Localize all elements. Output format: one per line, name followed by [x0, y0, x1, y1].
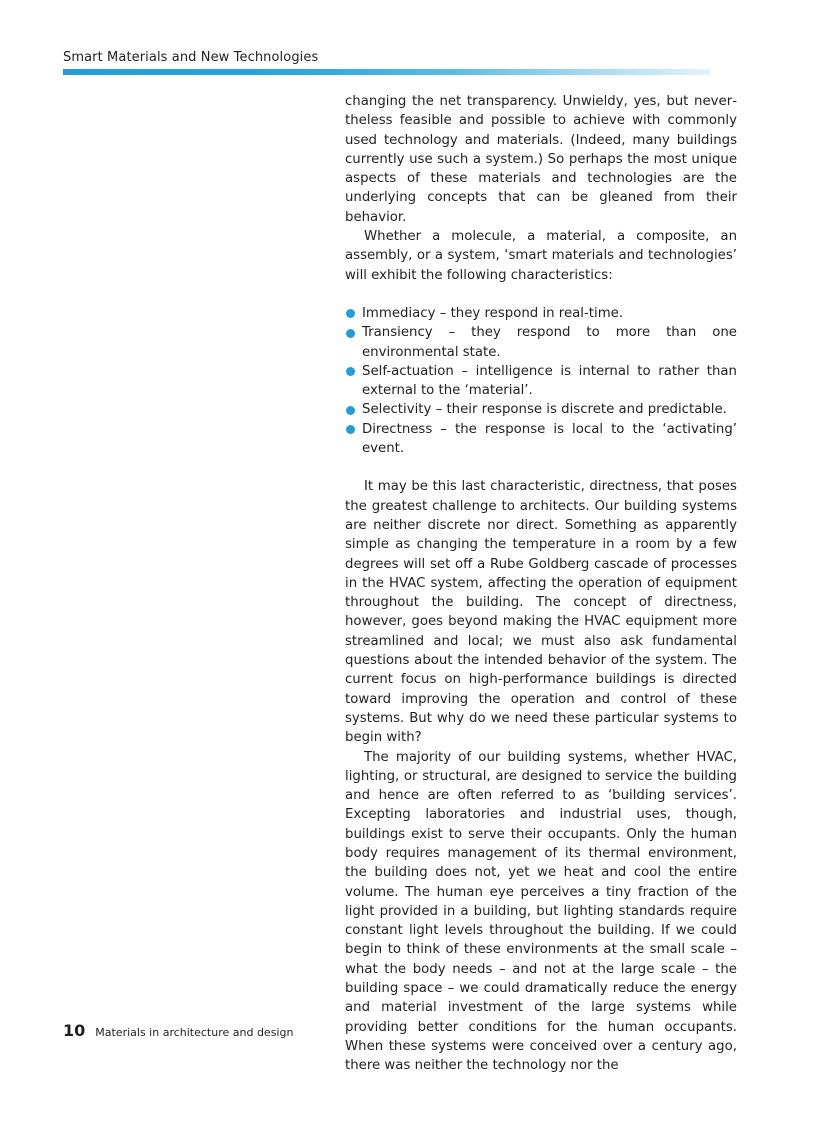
bullet-dot-icon [346, 425, 355, 434]
list-item-text: Transiency – they respond to more than one environmental state. [362, 325, 737, 360]
characteristics-list [345, 304, 737, 458]
bullet-dot-icon [346, 309, 355, 318]
list-item [345, 304, 737, 323]
paragraph-1: changing the net transparency. Unwieldy, yes, but nevertheless feasible and possible to achieve with commonly used technology and materials. (Indeed, many buildings currently use such a system.) So perhaps the most unique aspects of these materials and technologies are the underlying concepts that can be gleaned from their behavior. [345, 94, 737, 225]
running-head: Smart Materials and New Technologies [63, 50, 319, 65]
paragraph-4: The majority of our building systems, whether HVAC, lighting, or structural, are designed to service the building and hence are often referred to as ‘building services’. Excepting laboratories and industrial uses, though, buildings exist to serve their occupants. Only the human body requires management of its thermal environment, the building does not, yet we heat and cool the entire volume. The human eye perceives a tiny fraction of the light provided in a building, but lighting standards require constant light levels throughout the building. If we could begin to think of these environments at the small scale – what the body needs – and not at the large scale – the building space – we could dramatically reduce the energy and material investment of the large systems while providing better conditions for the human occupants. When these systems were conceived over a century ago, there was neither the technology nor the [345, 749, 737, 1074]
list-item-text: Immediacy – they respond in real-time. [362, 305, 624, 321]
list-item [345, 362, 737, 401]
bullet-dot-icon [346, 329, 355, 338]
body-column [345, 92, 737, 1076]
list-item [345, 323, 737, 362]
list-item-text: Selectivity – their response is discrete and predictable. [362, 402, 727, 418]
bullet-dot-icon [346, 367, 355, 376]
paragraph-3: It may be this last characteristic, directness, that poses the greatest challenge to architects. Our building systems are neither discrete nor direct. Something as apparently simple as changing the temperature in a room by a few degrees will set off a Rube Goldberg cascade of processes in the HVAC system, affecting the operation of equipment throughout the building. The concept of directness, however, goes beyond making the HVAC equipment more streamlined and local; we must also ask fundamental questions about the intended behavior of the system. The current focus on high-performance buildings is directed toward improving the operation and control of these systems. But why do we need these particular systems to begin with? [345, 479, 737, 746]
bullet-dot-icon [346, 406, 355, 415]
list-item-text: Self-actuation – intelligence is internal to rather than external to the ‘material’. [362, 363, 737, 399]
header-rule [63, 69, 711, 75]
list-item [345, 420, 737, 459]
list-item-text: Directness – the response is local to the ‘activating’ event. [362, 421, 737, 457]
page-number: 10 [63, 1021, 86, 1040]
list-item [345, 400, 737, 419]
book-title: Materials in architecture and design [95, 1026, 294, 1039]
paragraph-2: Whether a molecule, a material, a composite, an assembly, or a system, ‘smart materials and technologies’ will exhibit the following characteristics: [345, 229, 737, 283]
page-footer [63, 1021, 293, 1040]
